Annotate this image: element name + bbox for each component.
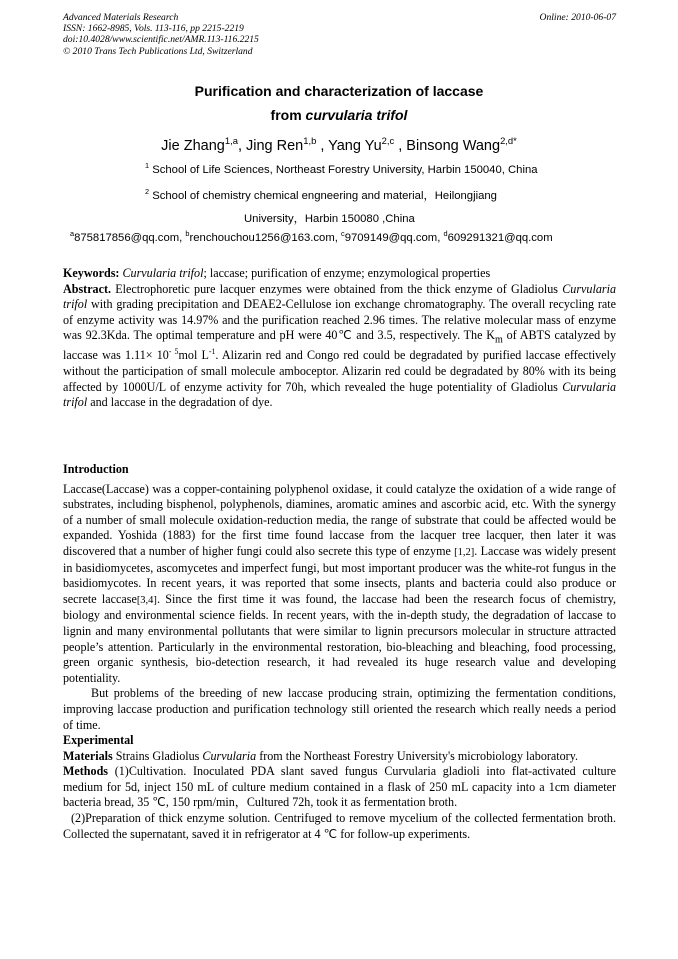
affiliation-2-cont: University，Harbin 150080 ,China	[244, 213, 415, 225]
online-date: Online: 2010-06-07	[539, 12, 616, 23]
materials-paragraph: Materials Strains Gladiolus Curvularia from the Northeast Forestry University's microbiology laboratory.	[63, 748, 578, 763]
keywords-abstract	[63, 266, 616, 411]
experimental-heading: Experimental	[63, 733, 134, 748]
paper-title-line2: from curvularia trifol	[270, 107, 408, 123]
author: Jie Zhang$^{1,a}$,	[161, 135, 246, 154]
paper-title-line1: Purification and characterization of laccase	[194, 83, 484, 99]
introduction-heading: Introduction	[63, 462, 129, 476]
doi-line: doi:10.4028/www.scientific.net/AMR.113-116.2215	[63, 34, 259, 46]
methods-paragraph: Methods (1)Cultivation. Inoculated PDA slant saved fungus Curvularia gladioli into flat-activated culture medium for 5d, inject 150 mL of culture medium contained in a flask of 250 mL capacity into a 1cm diameter bacteria bread, 35 ℃, 150 rpm/min，Cultured 72h, took it as fermentation broth.	[63, 764, 616, 810]
author: Binsong Wang$^{2,d*}$	[406, 135, 517, 154]
affiliation-1: $^1$ School of Life Sciences, Northeast Forestry University, Harbin 150040, China	[145, 161, 538, 176]
author: Jing Ren$^{1,b}$ ,	[246, 135, 329, 154]
affiliation-2: $^2$ School of chemistry chemical engneering and material，Heilongjiang	[145, 187, 497, 202]
email-list: $^a$875817856@qq.com, $^b$renchouchou1256@163.com, $^c$9709149@qq.com, $^d$609291321@qq.com	[70, 229, 553, 244]
author: Yang Yu$^{2,c}$ ,	[328, 135, 407, 154]
methods-step-2: (2)Preparation of thick enzyme solution. Centrifuged to remove mycelium of the collected fermentation broth. Collected the supernatant, saved it in refrigerator at 4 ℃ for follow-up experiments.	[63, 811, 616, 841]
journal-name: Advanced Materials Research	[63, 12, 179, 23]
author-list	[0, 135, 678, 154]
journal-header	[63, 12, 616, 57]
introduction-section	[63, 462, 616, 842]
keywords: Keywords: Curvularia trifol; laccase; purification of enzyme; enzymological properties	[63, 266, 491, 280]
intro-paragraph-2: But problems of the breeding of new laccase producing strain, optimizing the fermentation conditions, improving laccase production and purification technology still oriented the research which really needs a period of time.	[63, 686, 616, 732]
copyright-line: © 2010 Trans Tech Publications Ltd, Switzerland	[63, 45, 253, 57]
title-species: curvularia trifol	[305, 107, 408, 123]
abstract: Abstract. Electrophoretic pure lacquer enzymes were obtained from the thick enzyme of Gladiolus Curvularia trifol with grading precipitation and DEAE2-Cellulose ion exchange chromatography. The overall recycling rate of enzyme activity was 14.97% and the purification reached 2.96 times. The relative molecular mass of enzyme was 92.3Kda. The optimal temperature and pH were 40℃ and 3.5, respectively. The $K_m$ of ABTS catalyzed by laccase was $1.11\times 10^{- 5}mol$ $L^{-1}$. Alizarin red and Congo red could be degradated by purified laccase effectively without the participation of small molecule amboceptor. Alizarin red could be degradated by 80% with its being affected by 1000U/L of enzyme activity for 70h, which revealed the huge potentiality of Gladiolus Curvularia trifol and laccase in the degradation of dye.	[63, 281, 617, 410]
intro-paragraph-1: Laccase(Laccase) was a copper-containing polyphenol oxidase, it could catalyze the oxidation of a wide range of substrates, including bisphenol, polyphenols, diamines, aromatic amines and ascorbic acid, etc. With the synergy of a number of small molecule oxidation-reduction media, the range of substrate that could be affected would be expanded. Yoshida (1883) for the first time found laccase from the lacquer tree lacquer, then later it was discovered that a number of higher fungi could also secrete this type of enzyme [1,2]. Laccase was widely present in basidiomycetes, ascomycetes and imperfect fungi, but most important producer was the white-rot fungus in the basidiomycotes. In recent years, it was reported that some insects, plants and bacteria could also produce or secrete laccase[3,4]. Since the first time it was found, the laccase had been the research focus of chemistry, biology and environmental science fields. In recent years, with the in-depth study, the degradation of laccase to lignin and many environmental pollutants that were similar to lignin precursors molecular in structure attracted people’s attention. Particularly in the environmental restoration, bio-bleaching and bleaching, food processing, green organic synthesis, bio-detection research, it had revealed its huge research value and developing potentiality.	[63, 481, 616, 685]
issn-line: ISSN: 1662-8985, Vols. 113-116, pp 2215-2219	[63, 23, 244, 35]
